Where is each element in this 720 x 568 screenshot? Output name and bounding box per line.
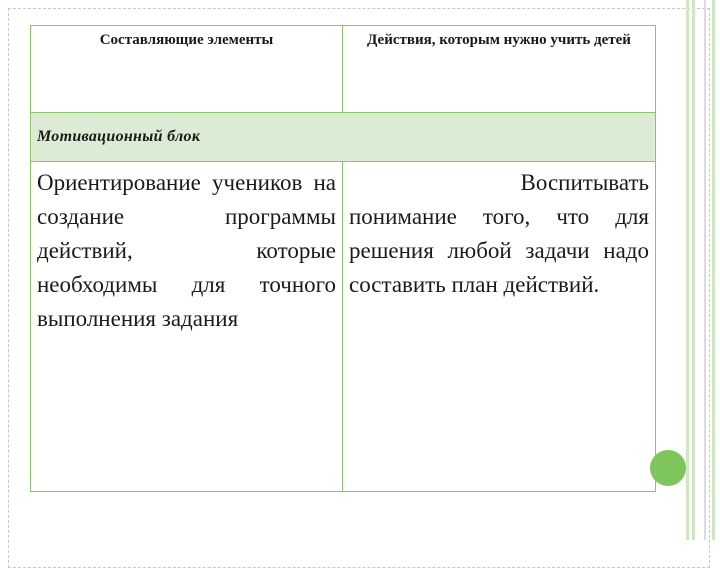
component-cell: Ориентирование учеников на создание программы действий, которые необходимы для точного выполнения задания — [31, 162, 343, 492]
action-first-line: Воспитывать — [520, 170, 649, 195]
section-row — [31, 113, 656, 162]
header-components: Составляющие элементы — [31, 26, 343, 113]
section-label: Мотивационный блок — [31, 113, 656, 162]
decor-stripe — [712, 0, 715, 540]
decor-stripe — [704, 0, 706, 540]
table-row — [31, 162, 656, 492]
header-actions: Действия, которым нужно учить детей — [343, 26, 656, 113]
decor-stripe — [692, 0, 695, 540]
content-table — [30, 25, 656, 492]
action-cell — [343, 162, 656, 492]
header-row — [31, 26, 656, 113]
decor-stripe — [686, 0, 689, 540]
action-text: понимание того, что для решения любой задачи надо составить план действий. — [349, 204, 649, 297]
